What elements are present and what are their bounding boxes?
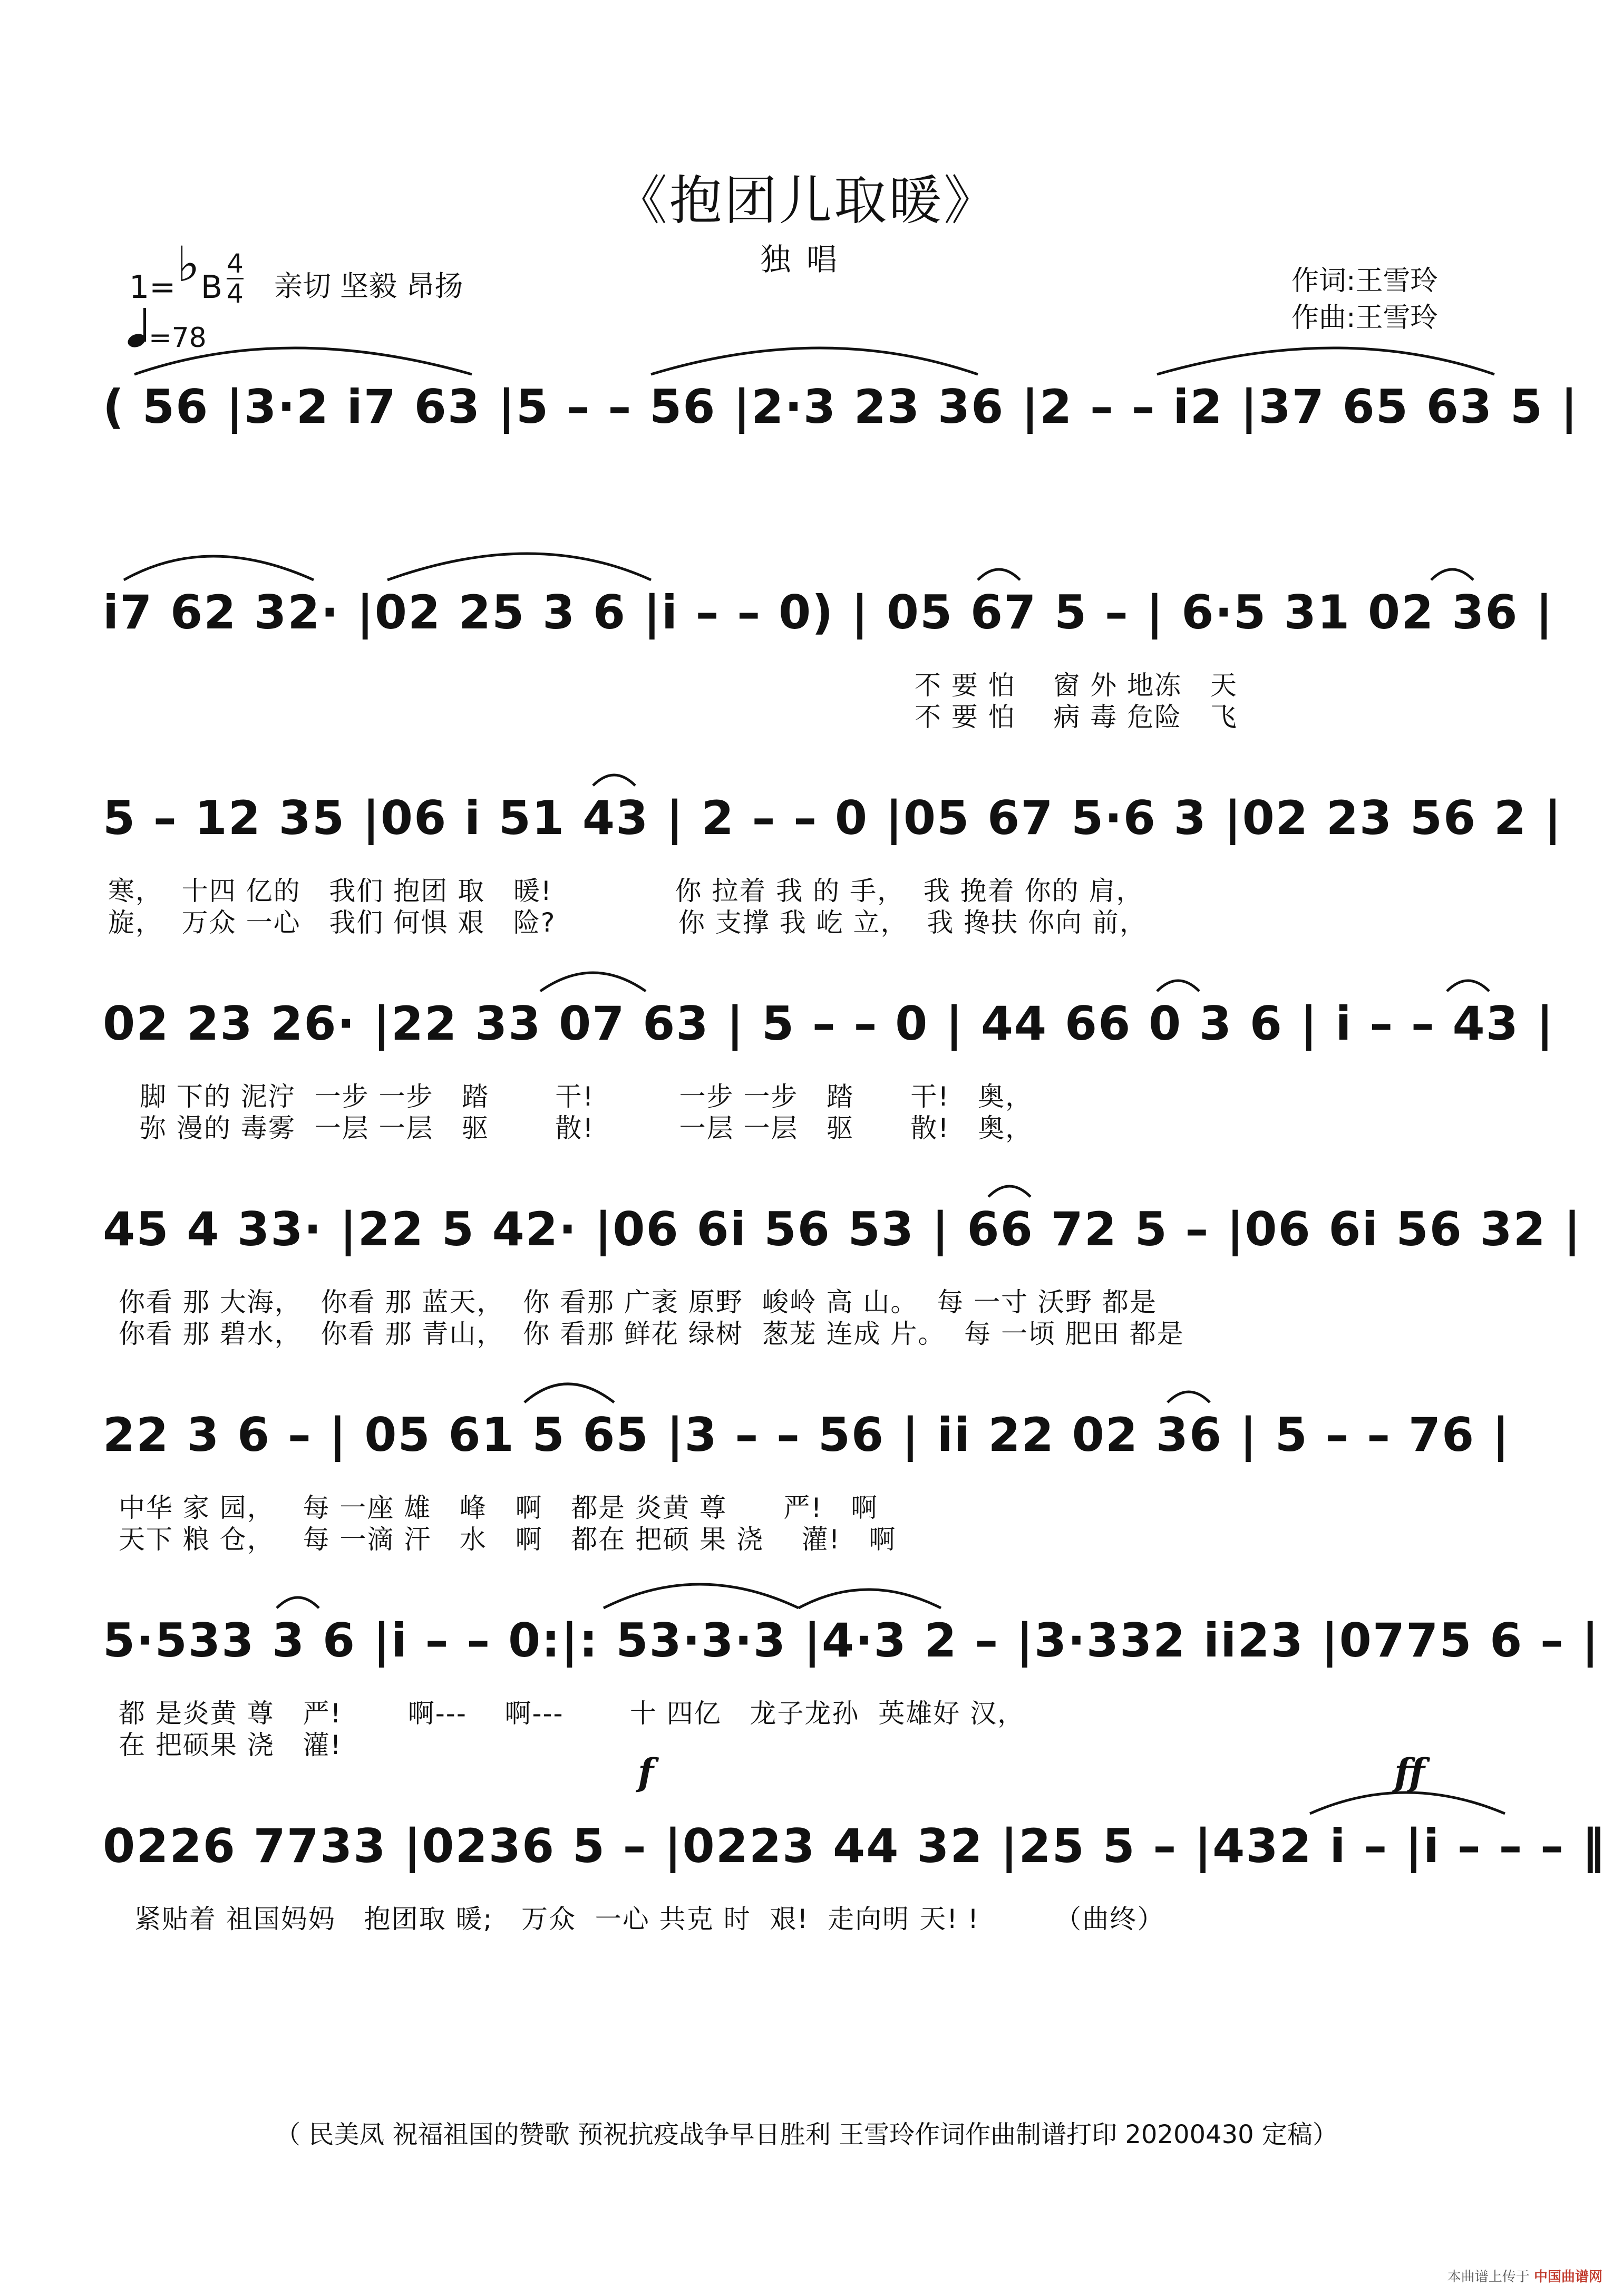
slur-arcs bbox=[103, 1545, 1510, 1613]
score-system-1 bbox=[103, 380, 1579, 459]
score-system-4 bbox=[103, 996, 1554, 1144]
time-signature bbox=[227, 249, 244, 308]
watermark-brand: 中国曲谱网 bbox=[1533, 2269, 1602, 2285]
notation-line: i7 62 32· |02 25 3 6 |i – – 0) | 05 67 5 – | 6·5 31 02 36 | bbox=[103, 585, 1554, 640]
notation-line: 5 – 12 35 |06 i 51 43 | 2 – – 0 |05 67 5·6 3 |02 23 56 2 | bbox=[103, 791, 1562, 845]
dynamic-forte: f bbox=[638, 1750, 654, 1794]
notation-line: 22 3 6 – | 05 61 5 65 |3 – – 56 | ii 22 02 36 | 5 – – 76 | bbox=[103, 1408, 1510, 1462]
meter-bottom: 4 bbox=[227, 278, 244, 309]
slur-arcs bbox=[103, 1339, 1510, 1408]
tempo-value: =78 bbox=[149, 322, 207, 354]
lyric-verse-2: 你看 那 碧水， 你看 那 青山， 你 看那 鲜花 绿树 葱茏 连成 片。 每 一顷 肥田 都是 bbox=[119, 1319, 1184, 1349]
lyric-verse-1: 寒， 十四 亿的 我们 抱团 取 暖! 你 拉着 我 的 手， 我 挽着 你的 肩， bbox=[108, 876, 1144, 906]
key-prefix: 1= bbox=[129, 269, 176, 306]
slur-arcs bbox=[103, 517, 1510, 585]
score-system-8 bbox=[103, 1750, 1606, 1934]
flat-icon: ♭ bbox=[177, 236, 200, 293]
notation-line: 02 23 26· |22 33 07 63 | 5 – – 0 | 44 66 0 3 6 | i – – 43 | bbox=[103, 996, 1554, 1051]
lyric-verse-1: 紧贴着 祖国妈妈 抱团取 暖; 万众 一心 共克 时 艰! 走向明 天! ! （曲终） bbox=[134, 1904, 1165, 1934]
score-system-6 bbox=[103, 1408, 1510, 1555]
notation-line: 45 4 33· |22 5 42· |06 6i 56 53 | 66 72 5 – |06 6i 56 32 | bbox=[103, 1202, 1582, 1256]
subtitle: 独唱 bbox=[760, 241, 853, 277]
lyric-verse-1: 你看 那 大海， 你看 那 蓝天， 你 看那 广袤 原野 峻岭 高 山。 每 一寸 沃野 都是 bbox=[119, 1287, 1157, 1317]
lyricist: 作词:王雪玲 bbox=[1291, 265, 1438, 297]
watermark bbox=[1447, 2266, 1602, 2285]
key-note: B bbox=[200, 269, 223, 306]
watermark-prefix: 本曲谱上传于 bbox=[1447, 2269, 1530, 2285]
page-title: 《抱团儿取暖》 bbox=[615, 170, 998, 231]
score-system-3 bbox=[103, 791, 1562, 938]
slur-arcs bbox=[103, 1750, 1510, 1819]
footnote: （ 民美凤 祝福祖国的赞歌 预祝抗疫战争早日胜利 王雪玲作词作曲制谱打印 20200430 定稿） bbox=[275, 2120, 1338, 2149]
slur-arcs bbox=[103, 928, 1510, 996]
slur-arcs bbox=[103, 311, 1510, 380]
dynamic-fortissimo: ff bbox=[1394, 1750, 1425, 1794]
key-signature bbox=[129, 236, 244, 318]
meter-top: 4 bbox=[227, 248, 244, 279]
slur-arcs bbox=[103, 722, 1510, 791]
lyric-verse-1: 都 是炎黄 尊 严! 啊--- 啊--- 十 四亿 龙子龙孙 英雄好 汉， bbox=[119, 1698, 1025, 1729]
lyric-verse-2: 在 把硕果 浇 灌! bbox=[119, 1730, 342, 1760]
notation-line: ( 56 |3·2 i7 63 |5 – – 56 |2·3 23 36 |2 – – i2 |37 65 63 5 | bbox=[103, 380, 1579, 434]
notation-line: 5·533 3 6 |i – – 0:|: 53·3·3 |4·3 2 – |3·332 ii23 |0775 6 – | bbox=[103, 1613, 1600, 1668]
score-system-2 bbox=[103, 585, 1554, 732]
lyric-verse-2: 旋， 万众 一心 我们 何惧 艰 险? 你 支撑 我 屹 立， 我 搀扶 你向 前， bbox=[108, 907, 1148, 938]
mood-marking: 亲切 坚毅 昂扬 bbox=[274, 269, 463, 303]
lyric-verse-2: 弥 漫的 毒雾 一层 一层 驱 散! 一层 一层 驱 散! 奥， bbox=[140, 1113, 1033, 1144]
lyric-verse-1: 脚 下的 泥泞 一步 一步 踏 干! 一步 一步 踏 干! 奥， bbox=[140, 1081, 1033, 1112]
notation-line: 0226 7733 |0236 5 – |0223 44 32 |25 5 – |432 i – |i – – – ‖ bbox=[103, 1819, 1606, 1873]
composer: 作曲:王雪玲 bbox=[1291, 302, 1438, 334]
score-system-5 bbox=[103, 1202, 1582, 1349]
score-system-7 bbox=[103, 1613, 1600, 1760]
lyric-verse-2: 不 要 怕 病 毒 危险 飞 bbox=[915, 702, 1238, 732]
lyric-verse-1: 中华 家 园， 每 一座 雄 峰 啊 都是 炎黄 尊 严! 啊 bbox=[119, 1493, 879, 1523]
slur-arcs bbox=[103, 1134, 1510, 1202]
lyric-verse-2: 天下 粮 仓， 每 一滴 汗 水 啊 都在 把硕 果 浇 灌! 啊 bbox=[119, 1524, 897, 1555]
lyric-verse-1: 不 要 怕 窗 外 地冻 天 bbox=[915, 670, 1238, 701]
